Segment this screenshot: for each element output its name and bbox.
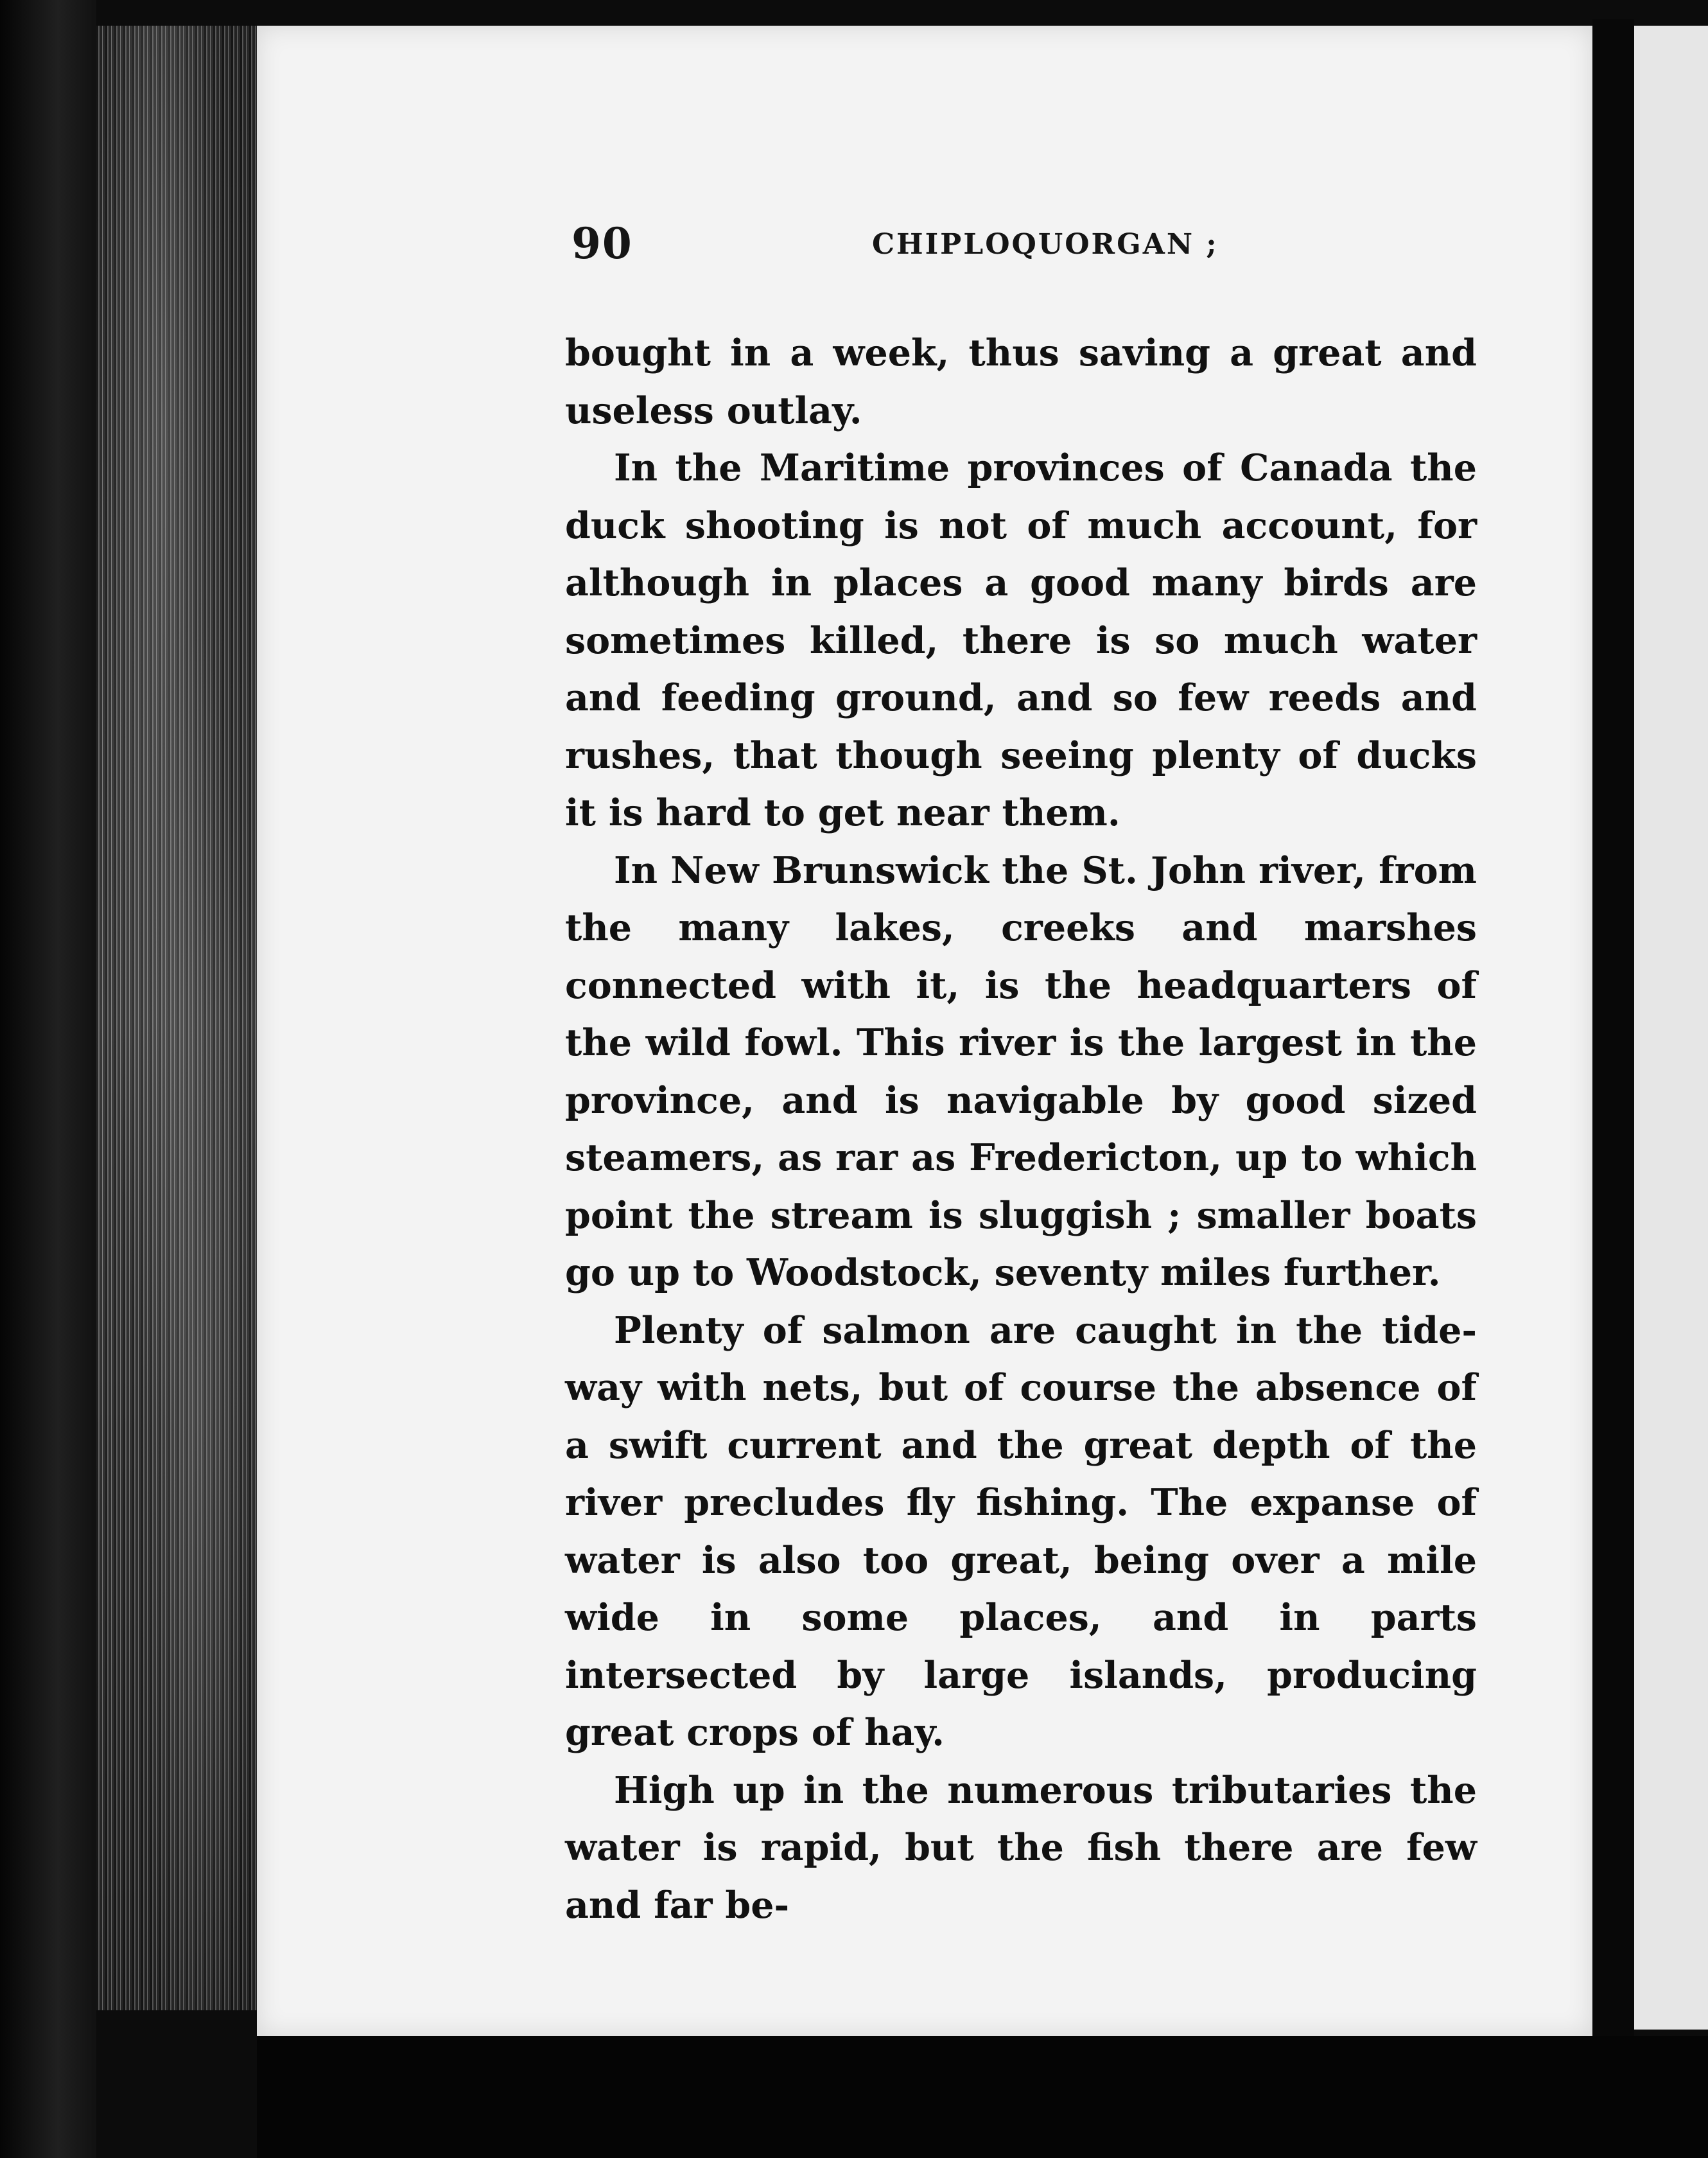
paragraph-tributaries: High up in the numerous tributaries the water is rapid, but the fish there are few and far be-	[565, 1768, 1477, 1927]
page-header	[571, 218, 1483, 283]
page-number: 90	[571, 218, 633, 268]
paragraph-salmon: Plenty of salmon are caught in the tide-way with nets, but of course the absence of a swift current and the great depth of the river precludes fly fishing. The expanse of water is also too great, being over a mile wide in some places, and in parts intersected by large islands, producing great crops of hay.	[565, 1308, 1477, 1754]
scan-background-bottom	[257, 2036, 1708, 2158]
paragraph-st-john-river: In New Brunswick the St. John river, from the many lakes, creeks and marshes connected with it, is the headquarters of the wild fowl. This river is the largest in the province, and is navigable by good sized steamers, as rar as Fredericton, up to which point the stream is sluggish ; smaller boats go up to Woodstock, seventy miles further.	[565, 848, 1477, 1294]
book-page-edges	[96, 26, 263, 2010]
paragraph-duck-shooting: In the Maritime provinces of Canada the duck shooting is not of much account, for although in places a good many birds are sometimes killed, there is so much water and feeding ground, and so few reeds and rushes, that though seeing plenty of ducks it is hard to get near them.	[565, 446, 1477, 834]
scan-background-left	[0, 0, 96, 2158]
facing-page-edge	[1634, 26, 1708, 2030]
book-binding-gutter	[1592, 19, 1634, 2049]
paragraph-continuation: bought in a week, thus saving a great and useless outlay.	[565, 331, 1477, 432]
running-head-title: CHIPLOQUORGAN ;	[872, 228, 1219, 261]
body-text	[565, 324, 1477, 1934]
